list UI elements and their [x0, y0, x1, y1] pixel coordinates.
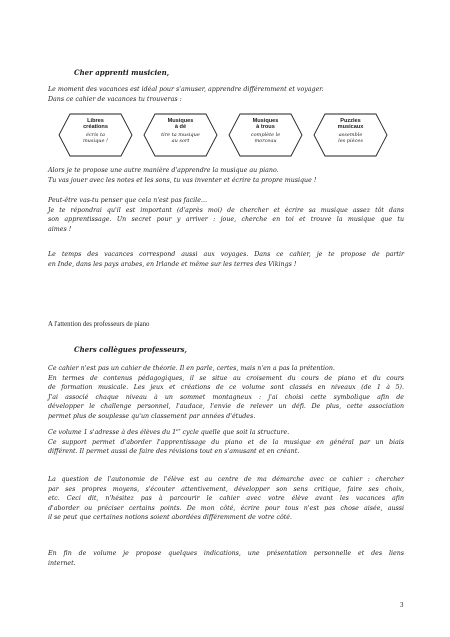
- student-paragraph: [48, 196, 404, 234]
- text-line: Dans ce cahier de vacances tu trouveras :: [48, 95, 182, 103]
- text-line: différent. Il permet aussi de faire des révisions tout en s'amusant et en créant.: [48, 448, 300, 456]
- text-line: internet.: [48, 559, 76, 567]
- text-line: Le temps des vacances correspond aussi aux voyages. Dans ce cahier, je te propose de partir: [48, 251, 404, 258]
- activity-title: Libres créations: [83, 118, 108, 131]
- text-line: permet plus de souplesse qu'un classement par années d'études.: [48, 412, 256, 420]
- activity-subtitle: tire ta musique au sort: [161, 132, 200, 145]
- text-line: Peut-être vas-tu penser que cela n'est pas facile…: [48, 197, 208, 204]
- text-line: J'ai associé chaque niveau à un sommet montagneux : j'ai choisi cette symbolique afin de: [48, 393, 404, 401]
- text-line: En fin de volume je propose quelques indications, une présentation personnelle et des liens: [48, 550, 404, 557]
- text-line: Tu vas jouer avec les notes et les sons, tu vas inventer et écrire ta propre musique !: [48, 176, 317, 184]
- activity-subtitle: écris ta musique !: [82, 132, 109, 145]
- activity-box: [313, 113, 388, 157]
- teacher-section-heading: A l'attention des professeurs de piano: [48, 321, 150, 328]
- text-line: etc. Ceci dit, n'hésitez pas à parcourir le cahier avec votre élève avant les vacances afin: [48, 495, 404, 503]
- student-paragraph: [48, 166, 404, 185]
- activity-title: Musiques à dé: [167, 118, 194, 131]
- activity-subtitle: complète le morceau: [250, 132, 281, 145]
- text-line: En termes de contenus pédagogiques, il se situe au croisement du cours de piano et du cours: [48, 374, 404, 382]
- text-line: d'aborder ou préciser certains points. De mon côté, écrire pour tous n'est pas chose aisée, aussi: [48, 504, 404, 512]
- text-line: par ses propres moyens, s'écouter attentivement, développer son sens critique, faire ses choix,: [48, 485, 404, 493]
- activity-box: [228, 113, 303, 157]
- activity-box: [58, 113, 133, 157]
- page-number: 3: [400, 601, 404, 609]
- text-line: Je te répondrai qu'il est important (d'après moi) de chercher et écrire sa musique assez tôt dans: [48, 206, 404, 214]
- text-line: il se peut que certaines notions soient abordées différemment de votre côté.: [48, 514, 293, 522]
- activity-subtitle: assemble les pièces: [338, 132, 363, 145]
- text-line: aimes !: [48, 225, 72, 233]
- teacher-paragraph: [48, 364, 404, 422]
- student-greeting: Cher apprenti musicien,: [74, 68, 170, 77]
- text-line: Ce cahier n'est pas un cahier de théorie. Il en parle, certes, mais n'en a pas la prétention.: [48, 365, 335, 372]
- text-line: son apprentissage. Un secret pour y arriver : joue, cherche en toi et trouve la musique que tu: [48, 216, 404, 224]
- text-line: Alors je te propose une autre manière d'apprendre la musique au piano.: [48, 167, 279, 174]
- activity-boxes: [58, 113, 388, 157]
- text-line: Le moment des vacances est idéal pour s'amuser, apprendre différemment et voyager.: [48, 86, 324, 93]
- text-line: en Inde, dans les pays arabes, en Irlande et même sur les terres des Vikings !: [48, 260, 297, 268]
- teacher-paragraph: [48, 428, 404, 457]
- activity-box: [143, 113, 218, 157]
- activity-title: Puzzles musicaux: [337, 118, 364, 131]
- text-line: développer le challenge personnel, l'audace, l'envie de relever un défi. De plus, cette association: [48, 403, 404, 411]
- student-paragraph: [48, 250, 404, 269]
- activity-title: Musiques à trous: [252, 118, 279, 131]
- text-line: La question de l'autonomie de l'élève est au centre de ma démarche avec ce cahier : chercher: [48, 476, 404, 483]
- text-line: Ce volume 1 s'adresse à des élèves du 1er cycle quelle que soit la structure.: [48, 427, 290, 436]
- teacher-greeting: Chers collègues professeurs,: [74, 345, 187, 354]
- text-line: Ce support permet d'aborder l'apprentissage du piano et de la musique en général par un biais: [48, 438, 404, 446]
- intro-paragraph: [48, 85, 404, 104]
- teacher-paragraph: [48, 475, 404, 523]
- text-line: de formation musicale. Les jeux et créations de ce volume sont classés en niveaux (de 1 à 5).: [48, 384, 404, 392]
- teacher-paragraph: [48, 549, 404, 568]
